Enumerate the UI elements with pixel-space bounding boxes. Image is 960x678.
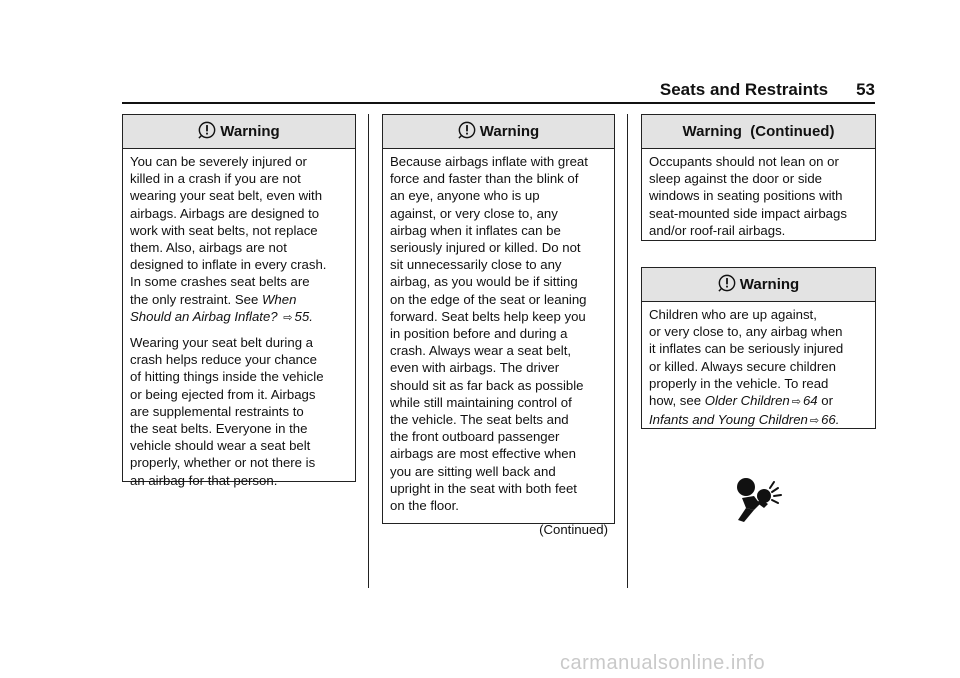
- warning-header: [123, 115, 355, 149]
- paragraph: [649, 153, 869, 239]
- paragraph: You can be severely injured or killed in a crash if you are not wearing your seat belt, even with airbags. Airbags are designed to work with seat belts, not replace them. Also, airbags are not designed to inflate in every crash. In some crashes seat belts are the only restraint. See When Should an Airbag Inflate? ⇨ 55.: [130, 154, 327, 324]
- cross-reference-link[interactable]: When: [261, 291, 297, 307]
- column-divider-1: [368, 114, 369, 588]
- text-line: airbag, as you would be if sitting: [390, 274, 578, 290]
- text-line: upright in the seat with both feet: [390, 480, 577, 496]
- text-line: them. Also, airbags are not: [130, 240, 287, 256]
- page-reference[interactable]: 64: [802, 393, 818, 409]
- cross-reference-link[interactable]: Older Children: [704, 393, 790, 409]
- paragraph: [390, 153, 608, 514]
- text-line: airbags. Airbags are designed to: [130, 205, 320, 221]
- paragraph: [130, 334, 349, 489]
- continued-label: (Continued): [539, 522, 608, 538]
- text-line: Occupants should not lean on or: [649, 154, 839, 169]
- text-line: windows in seating positions with: [649, 188, 843, 204]
- text-line: seat-mounted side impact airbags: [649, 205, 847, 221]
- text-line: vehicle should wear a seat belt: [130, 438, 311, 454]
- warning-box-continued: [641, 114, 876, 241]
- text-fragment: .: [835, 412, 840, 428]
- page-reference[interactable]: 66: [821, 412, 836, 428]
- text-line: Children who are up against,: [649, 307, 817, 322]
- watermark: carmanualsonline.info: [560, 652, 766, 674]
- text-line: you are sitting well back and: [390, 463, 556, 479]
- warning-header: [642, 268, 875, 302]
- text-line: the front outboard passenger: [390, 429, 560, 445]
- text-line: an airbag for that person.: [130, 472, 278, 488]
- text-line: an eye, anyone who is up: [390, 188, 540, 204]
- paragraph: [649, 306, 869, 430]
- text-line: properly in the vehicle. To read: [649, 375, 829, 391]
- page-reference-icon: ⇨: [283, 311, 293, 324]
- text-line: on the edge of the seat or leaning: [390, 291, 587, 307]
- text-line: wearing your seat belt, even with: [130, 188, 323, 204]
- cross-reference-link[interactable]: Should an Airbag Inflate?: [130, 308, 278, 324]
- text-line: even with airbags. The driver: [390, 360, 560, 376]
- warning-box-children: [641, 267, 876, 429]
- text-line: the seat belts. Everyone in the: [130, 421, 308, 437]
- warning-icon: [718, 274, 736, 292]
- text-line: airbags are most effective when: [390, 446, 576, 462]
- page-reference-icon: ⇨: [791, 396, 801, 409]
- text-line: and/or roof-rail airbags.: [649, 222, 786, 238]
- text-line: Because airbags inflate with great: [390, 154, 588, 169]
- airbag-warning-icon: [734, 474, 786, 524]
- warning-title: Warning (Continued): [682, 123, 835, 140]
- text-line: designed to inflate in every crash.: [130, 257, 327, 273]
- text-line: airbag when it inflates can be: [390, 222, 561, 238]
- section-title: Seats and Restraints: [659, 80, 829, 99]
- column-divider-2: [627, 114, 628, 588]
- text-line: it inflates can be seriously injured: [649, 341, 844, 357]
- text-line: crash. Always wear a seat belt,: [390, 343, 572, 359]
- warning-box-airbag-force: [382, 114, 615, 538]
- text-line: in position before and during a: [390, 326, 568, 342]
- cross-reference-link[interactable]: Infants and Young Children: [649, 412, 808, 428]
- warning-icon: [198, 121, 216, 139]
- text-line: You can be severely injured or: [130, 154, 307, 169]
- warning-title: Warning: [739, 276, 800, 293]
- text-line: of hitting things inside the vehicle: [130, 369, 324, 385]
- warning-title: Warning: [479, 123, 540, 140]
- text-line: force and faster than the blink of: [390, 171, 579, 187]
- text-line: Wearing your seat belt during a: [130, 335, 314, 351]
- text-line: against, or very close to, any: [390, 205, 558, 221]
- warning-body: [123, 149, 355, 495]
- text-line: or being ejected from it. Airbags: [130, 386, 316, 402]
- text-line: In some crashes seat belts are: [130, 274, 310, 290]
- text-line: properly, whether or not there is: [130, 455, 316, 471]
- warning-header: [383, 115, 614, 149]
- warning-body: [642, 302, 875, 436]
- text-line: the vehicle. The seat belts and: [390, 412, 569, 428]
- page-header: [122, 80, 875, 104]
- warning-body: [383, 149, 614, 544]
- page-reference-icon: ⇨: [809, 415, 820, 428]
- text-line: the only restraint. See: [130, 291, 262, 307]
- text-line: crash helps reduce your chance: [130, 352, 317, 368]
- text-line: while still maintaining control of: [390, 394, 572, 410]
- text-line: or very close to, any airbag when: [649, 324, 843, 340]
- warning-icon: [458, 121, 476, 139]
- text-line: forward. Seat belts help keep you: [390, 308, 586, 324]
- warning-header: [642, 115, 875, 149]
- text-line: or killed. Always secure children: [649, 358, 836, 374]
- warning-box-seat-belts: [122, 114, 356, 488]
- text-line: work with seat belts, not replace: [130, 222, 318, 238]
- page-number: 53: [856, 80, 875, 99]
- text-line: should sit as far back as possible: [390, 377, 584, 393]
- text-line: sleep against the door or side: [649, 171, 823, 187]
- text-line: sit unnecessarily close to any: [390, 257, 562, 273]
- text-line: killed in a crash if you are not: [130, 171, 301, 187]
- text-line: on the floor.: [390, 498, 459, 514]
- warning-title: Warning: [220, 123, 280, 140]
- text-fragment: or: [817, 393, 834, 409]
- text-line: are supplemental restraints to: [130, 403, 304, 419]
- text-line: seriously injured or killed. Do not: [390, 240, 581, 256]
- warning-body: [642, 149, 875, 245]
- page-reference[interactable]: 55: [294, 308, 310, 324]
- text-line: how, see: [649, 393, 705, 409]
